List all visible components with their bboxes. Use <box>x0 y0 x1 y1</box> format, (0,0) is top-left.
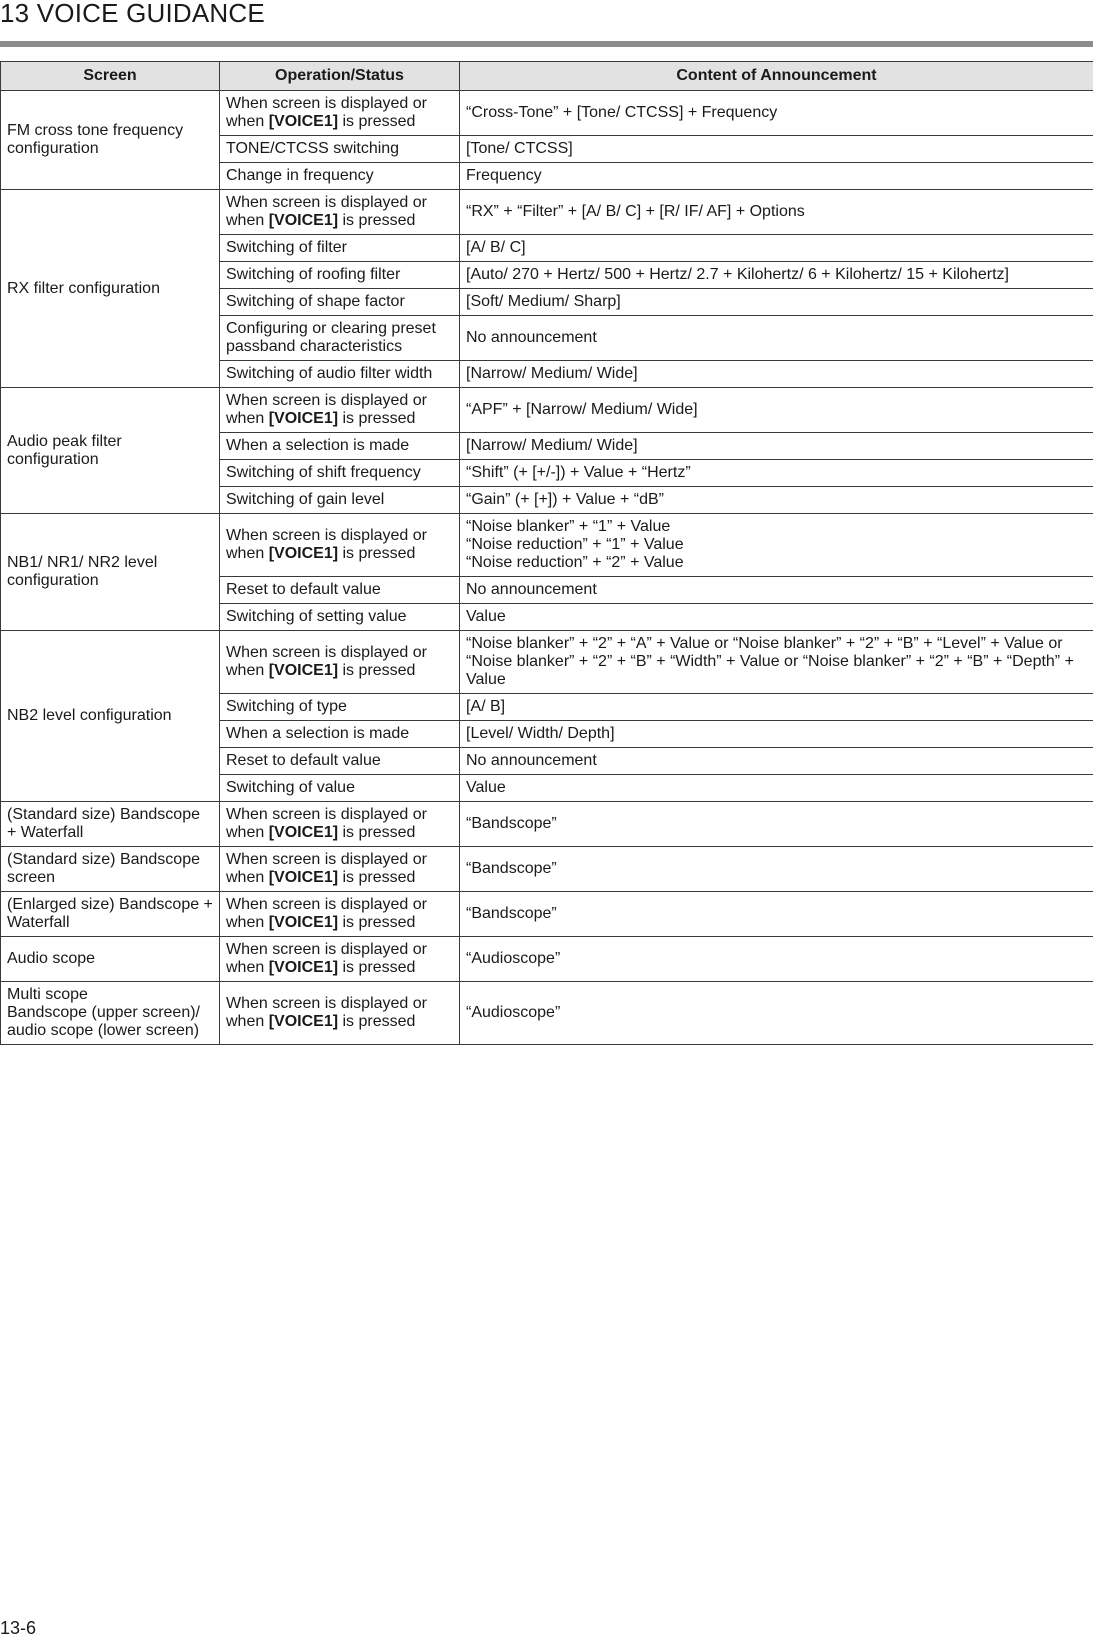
voice1-key-label: [VOICE1] <box>268 914 339 931</box>
voice1-key-label: [VOICE1] <box>268 662 339 679</box>
voice1-key-label: [VOICE1] <box>268 959 339 976</box>
screen-cell: Multi scope Bandscope (upper screen)/ audio scope (lower screen) <box>1 982 220 1045</box>
operation-text: Configuring or clearing preset passband characteristics <box>226 320 436 355</box>
operation-cell <box>220 190 460 235</box>
screen-cell: NB2 level configuration <box>1 631 220 802</box>
table-row <box>1 91 1093 136</box>
operation-cell <box>220 847 460 892</box>
operation-text: Switching of filter <box>226 239 347 256</box>
announcement-line: “Bandscope” <box>466 860 557 877</box>
operation-text: When a selection is made <box>226 725 410 742</box>
operation-cell <box>220 775 460 802</box>
operation-text: Switching of gain level <box>226 491 385 508</box>
screen-cell: Audio scope <box>1 937 220 982</box>
operation-text-suffix: is pressed <box>338 1013 416 1030</box>
column-header-operation: Operation/Status <box>220 62 460 91</box>
operation-cell <box>220 631 460 694</box>
operation-text: When screen is displayed or when <box>226 95 427 130</box>
operation-cell <box>220 289 460 316</box>
announcement-cell <box>460 388 1093 433</box>
operation-text-suffix: is pressed <box>338 545 416 562</box>
operation-cell <box>220 694 460 721</box>
operation-cell <box>220 748 460 775</box>
operation-text: When screen is displayed or when <box>226 896 427 931</box>
page-number: 13-6 <box>0 1618 37 1638</box>
operation-text: When screen is displayed or when <box>226 527 427 562</box>
announcement-line: “APF” + [Narrow/ Medium/ Wide] <box>466 401 698 418</box>
voice1-key-label: [VOICE1] <box>268 113 339 130</box>
announcement-line: “Noise blanker” + “1” + Value <box>466 518 671 535</box>
table-row <box>1 982 1093 1045</box>
operation-cell <box>220 802 460 847</box>
operation-cell <box>220 433 460 460</box>
operation-text: TONE/CTCSS switching <box>226 140 400 157</box>
announcement-cell <box>460 721 1093 748</box>
table-row <box>1 802 1093 847</box>
voice1-key-label: [VOICE1] <box>268 212 339 229</box>
table-row <box>1 937 1093 982</box>
screen-cell: (Standard size) Bandscope + Waterfall <box>1 802 220 847</box>
announcement-cell <box>460 631 1093 694</box>
operation-cell <box>220 577 460 604</box>
operation-cell <box>220 721 460 748</box>
announcement-cell <box>460 433 1093 460</box>
announcement-line: [Narrow/ Medium/ Wide] <box>466 365 638 382</box>
voice1-key-label: [VOICE1] <box>268 869 339 886</box>
operation-text: When screen is displayed or when <box>226 644 427 679</box>
operation-cell <box>220 937 460 982</box>
operation-text-suffix: is pressed <box>338 869 416 886</box>
announcement-cell <box>460 847 1093 892</box>
announcement-line: [A/ B] <box>466 698 506 715</box>
operation-text: Switching of audio filter width <box>226 365 433 382</box>
announcement-cell <box>460 460 1093 487</box>
column-header-announcement: Content of Announcement <box>460 62 1093 91</box>
operation-text: Switching of type <box>226 698 347 715</box>
announcement-cell <box>460 577 1093 604</box>
announcement-line: “Audioscope” <box>466 950 561 967</box>
announcement-line: “Shift” (+ [+/-]) + Value + “Hertz” <box>466 464 691 481</box>
operation-text: Switching of shape factor <box>226 293 405 310</box>
announcement-line: [Tone/ CTCSS] <box>466 140 573 157</box>
announcement-line: “Audioscope” <box>466 1004 561 1021</box>
table-row <box>1 847 1093 892</box>
table-row <box>1 514 1093 577</box>
operation-cell <box>220 514 460 577</box>
column-header-screen: Screen <box>1 62 220 91</box>
operation-text: Switching of setting value <box>226 608 407 625</box>
announcement-line: “Noise blanker” + “2” + “A” + Value or “Noise blanker” + “2” + “B” + “Level” + Value or “Noise blanker” + “2” + “B” + “Width” + Value or “Noise blanker” + “2” + “B” + “Depth” + Value <box>466 635 1074 688</box>
operation-text: Switching of roofing filter <box>226 266 401 283</box>
voice-guidance-table <box>0 61 1093 1045</box>
operation-cell <box>220 361 460 388</box>
table-row <box>1 388 1093 433</box>
announcement-cell <box>460 694 1093 721</box>
operation-text-suffix: is pressed <box>338 410 416 427</box>
table-header-row <box>1 62 1093 91</box>
screen-cell: RX filter configuration <box>1 190 220 388</box>
screen-cell: (Standard size) Bandscope screen <box>1 847 220 892</box>
announcement-cell <box>460 235 1093 262</box>
operation-text-suffix: is pressed <box>338 662 416 679</box>
header-divider <box>0 41 1093 47</box>
announcement-cell <box>460 514 1093 577</box>
announcement-cell <box>460 748 1093 775</box>
announcement-cell <box>460 289 1093 316</box>
announcement-line: “RX” + “Filter” + [A/ B/ C] + [R/ IF/ AF] + Options <box>466 203 805 220</box>
screen-cell: FM cross tone frequency configuration <box>1 91 220 190</box>
table-row <box>1 631 1093 694</box>
operation-text-suffix: is pressed <box>338 113 416 130</box>
operation-text: When screen is displayed or when <box>226 995 427 1030</box>
announcement-line: [Soft/ Medium/ Sharp] <box>466 293 621 310</box>
operation-cell <box>220 316 460 361</box>
voice1-key-label: [VOICE1] <box>268 410 339 427</box>
operation-cell <box>220 163 460 190</box>
announcement-cell <box>460 775 1093 802</box>
announcement-cell <box>460 604 1093 631</box>
table-body <box>1 91 1093 1045</box>
operation-text: When screen is displayed or when <box>226 806 427 841</box>
announcement-line: No announcement <box>466 752 597 769</box>
announcement-cell <box>460 892 1093 937</box>
announcement-cell <box>460 982 1093 1045</box>
operation-text: Reset to default value <box>226 752 381 769</box>
operation-cell <box>220 604 460 631</box>
screen-cell: NB1/ NR1/ NR2 level configuration <box>1 514 220 631</box>
announcement-line: No announcement <box>466 581 597 598</box>
voice1-key-label: [VOICE1] <box>268 824 339 841</box>
announcement-cell <box>460 361 1093 388</box>
operation-cell <box>220 235 460 262</box>
operation-cell <box>220 487 460 514</box>
operation-text: Change in frequency <box>226 167 374 184</box>
operation-cell <box>220 460 460 487</box>
operation-text-suffix: is pressed <box>338 914 416 931</box>
announcement-line: “Cross-Tone” + [Tone/ CTCSS] + Frequency <box>466 104 778 121</box>
announcement-line: Value <box>466 779 506 796</box>
operation-text: Switching of shift frequency <box>226 464 421 481</box>
operation-cell <box>220 91 460 136</box>
page-title: 13 VOICE GUIDANCE <box>0 0 265 28</box>
announcement-line: Value <box>466 608 506 625</box>
operation-text: Switching of value <box>226 779 355 796</box>
announcement-line: [Auto/ 270 + Hertz/ 500 + Hertz/ 2.7 + Kilohertz/ 6 + Kilohertz/ 15 + Kilohertz] <box>466 266 1009 283</box>
table-row <box>1 190 1093 235</box>
announcement-line: “Noise reduction” + “2” + Value <box>466 554 684 571</box>
operation-text: When screen is displayed or when <box>226 941 427 976</box>
announcement-cell <box>460 316 1093 361</box>
operation-text: When screen is displayed or when <box>226 392 427 427</box>
announcement-cell <box>460 937 1093 982</box>
operation-text-suffix: is pressed <box>338 959 416 976</box>
announcement-line: “Noise reduction” + “1” + Value <box>466 536 684 553</box>
announcement-line: “Bandscope” <box>466 815 557 832</box>
operation-text: When screen is displayed or when <box>226 851 427 886</box>
voice1-key-label: [VOICE1] <box>268 1013 339 1030</box>
operation-cell <box>220 892 460 937</box>
operation-text: When screen is displayed or when <box>226 194 427 229</box>
screen-cell: Audio peak filter configuration <box>1 388 220 514</box>
operation-text-suffix: is pressed <box>338 212 416 229</box>
operation-cell <box>220 262 460 289</box>
announcement-line: [Level/ Width/ Depth] <box>466 725 615 742</box>
announcement-cell <box>460 136 1093 163</box>
announcement-line: No announcement <box>466 329 597 346</box>
announcement-line: “Bandscope” <box>466 905 557 922</box>
table-row <box>1 892 1093 937</box>
announcement-cell <box>460 802 1093 847</box>
operation-cell <box>220 136 460 163</box>
announcement-cell <box>460 91 1093 136</box>
operation-text: When a selection is made <box>226 437 410 454</box>
voice1-key-label: [VOICE1] <box>268 545 339 562</box>
announcement-cell <box>460 262 1093 289</box>
announcement-cell <box>460 163 1093 190</box>
screen-cell: (Enlarged size) Bandscope + Waterfall <box>1 892 220 937</box>
announcement-cell <box>460 487 1093 514</box>
operation-cell <box>220 982 460 1045</box>
announcement-line: Frequency <box>466 167 542 184</box>
announcement-line: [A/ B/ C] <box>466 239 526 256</box>
operation-text: Reset to default value <box>226 581 381 598</box>
announcement-line: “Gain” (+ [+]) + Value + “dB” <box>466 491 665 508</box>
operation-cell <box>220 388 460 433</box>
operation-text-suffix: is pressed <box>338 824 416 841</box>
announcement-cell <box>460 190 1093 235</box>
announcement-line: [Narrow/ Medium/ Wide] <box>466 437 638 454</box>
